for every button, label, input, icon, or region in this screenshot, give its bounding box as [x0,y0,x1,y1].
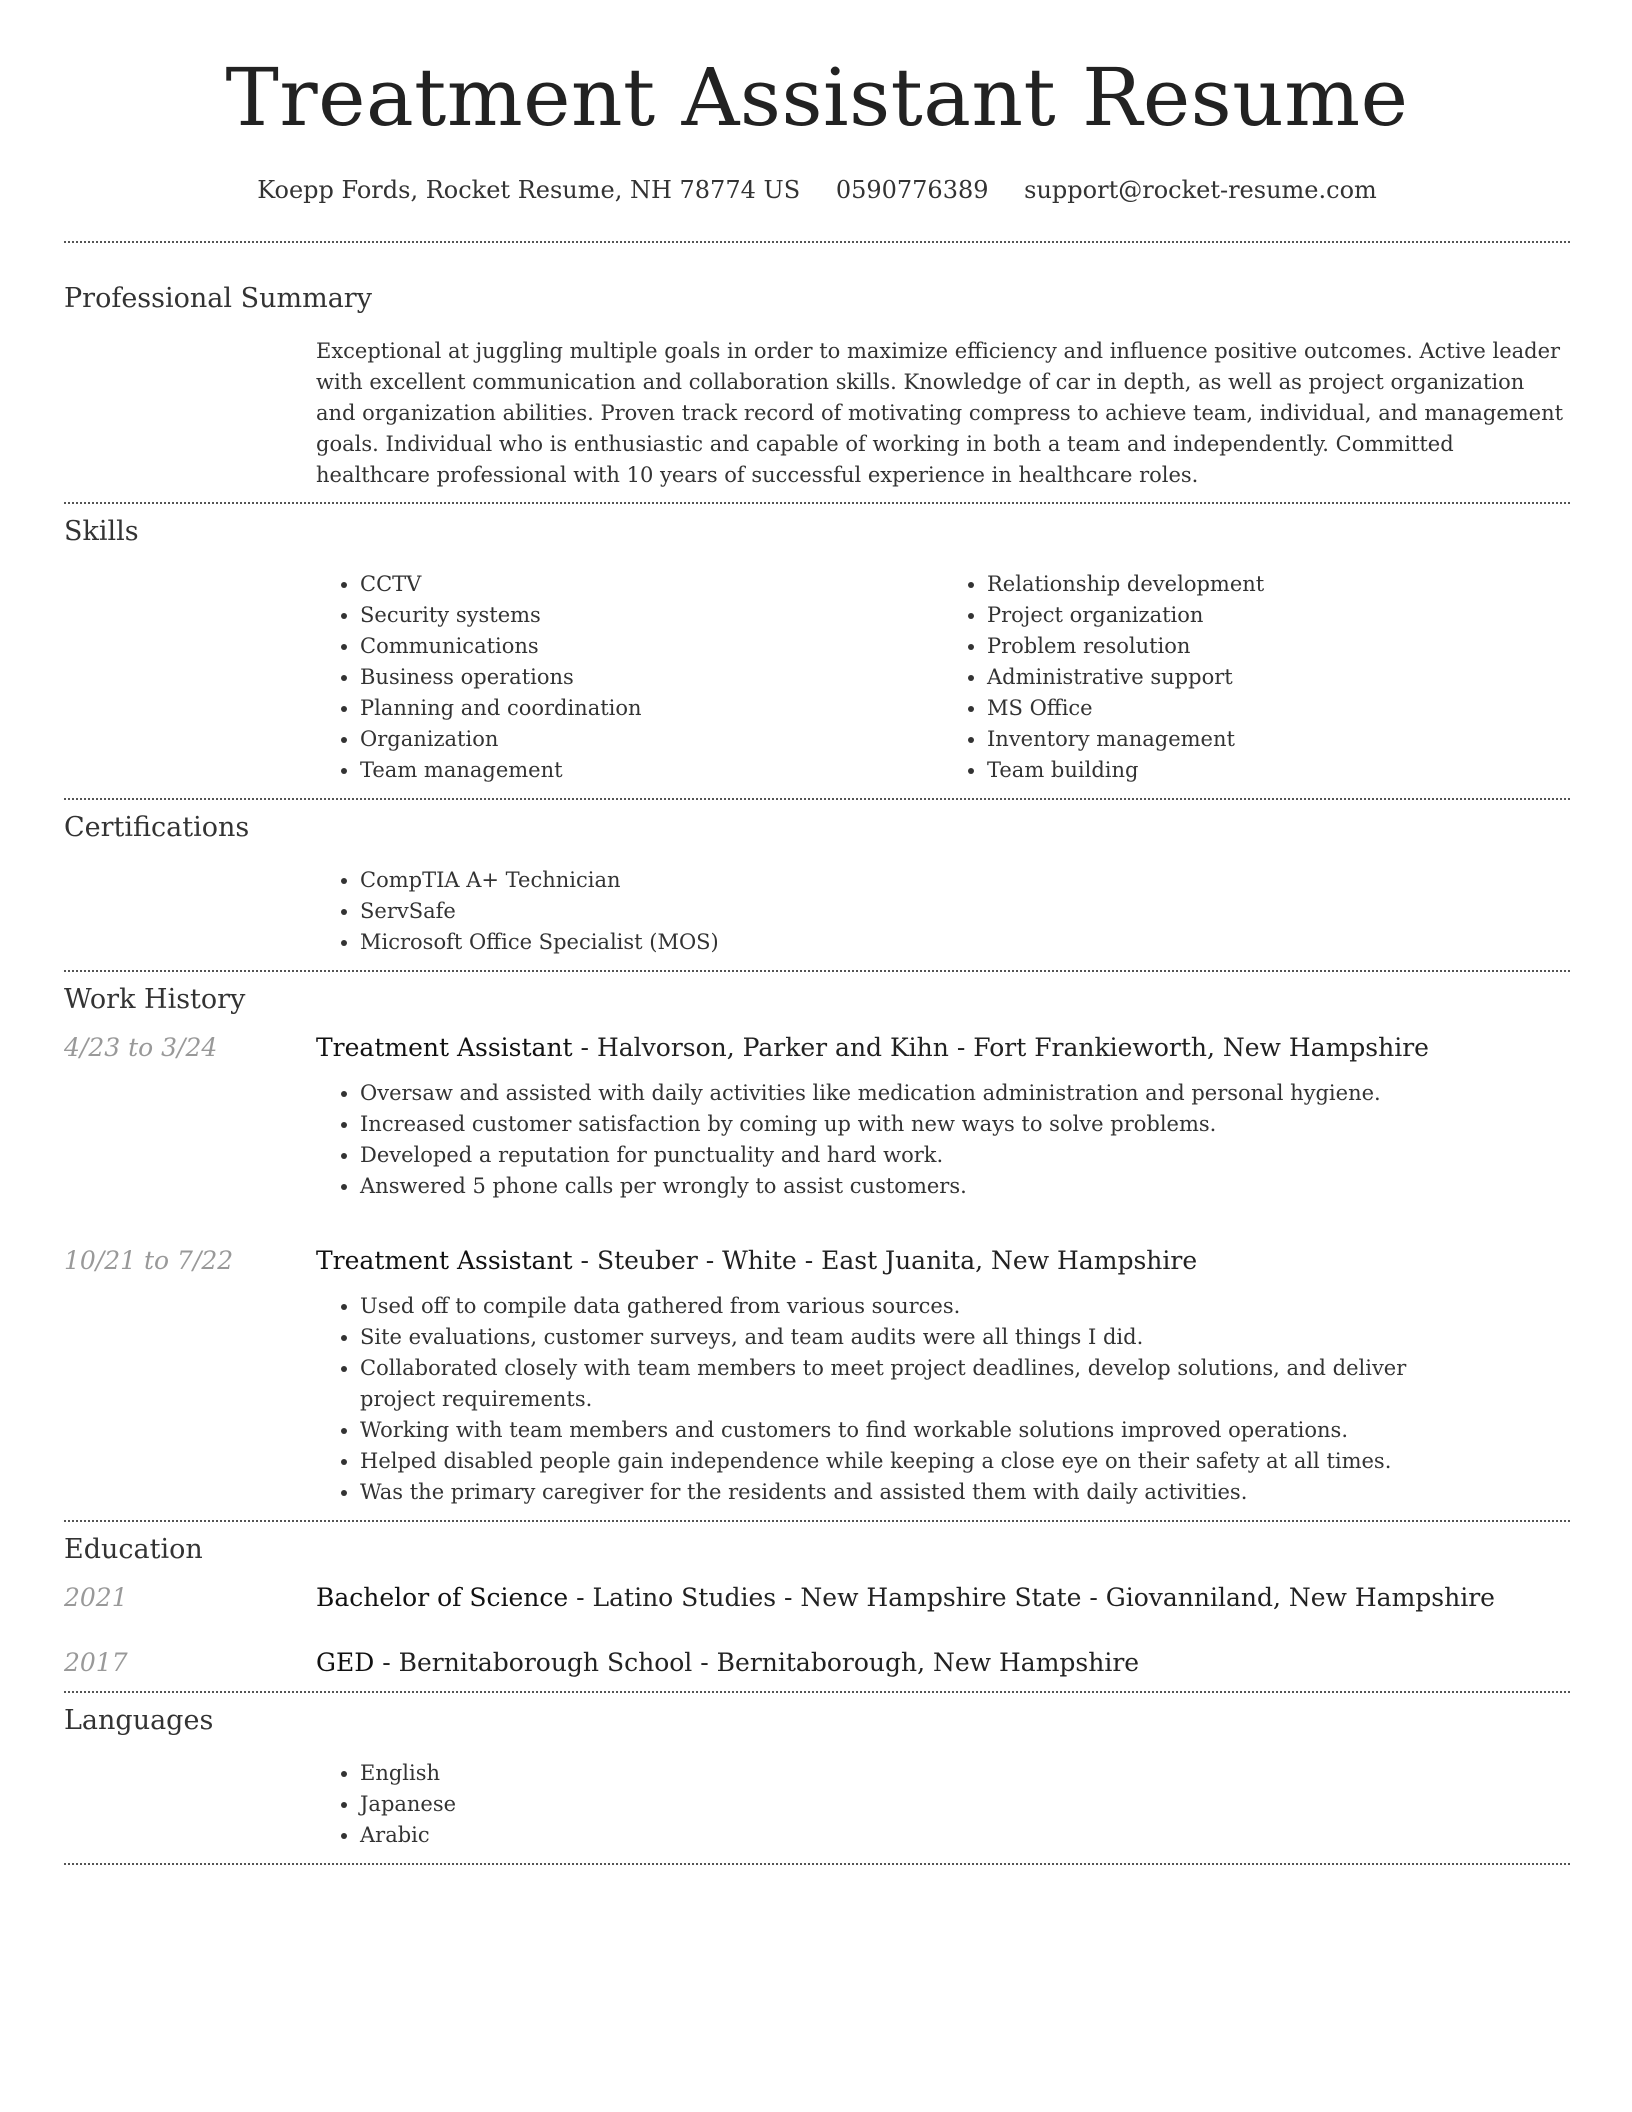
certifications-heading: Certifications [64,812,250,843]
list-item: • Organization [360,724,943,755]
list-item: • Project organization [987,600,1570,631]
list-item: • Problem resolution [987,631,1570,662]
skills-section [64,516,1570,786]
list-item: • Collaborated closely with team members to meet project deadlines, develop solutions, and deliver project requirements. [360,1353,1476,1415]
skills-heading: Skills [64,516,139,547]
list-item: • Answered 5 phone calls per wrongly to assist customers. [360,1171,1570,1202]
languages-list [316,1758,1570,1851]
education-school: - Latino Studies - New Hampshire State - Giovanniland, New Hampshire [568,1583,1495,1612]
job-bullets [316,1291,1476,1508]
divider [64,502,1570,504]
education-line [316,1648,1139,1677]
job-employer: - Steuber - White - East Juanita, New Hampshire [572,1246,1198,1275]
resume-page [64,0,1570,1865]
contact-line [64,176,1570,204]
list-item: • English [360,1758,1570,1789]
certifications-list [316,865,1570,958]
divider [64,1520,1570,1522]
job-title-line [316,1033,1429,1062]
resume-title: Treatment Assistant Resume [225,51,1409,144]
divider [64,970,1570,972]
summary-text: Exceptional at juggling multiple goals in order to maximize efficiency and influence positive outcomes. Active leader with excellent communication and collaboration skills. Knowledge of car in depth, as well as project organization and organization abilities. Proven track record of motivating compress to achieve team, individual, and management goals. Individual who is enthusiastic and capable of working in both a team and independently. Committed healthcare professional with 10 years of successful experience in healthcare roles. [316,339,1564,487]
list-item: • ServSafe [360,896,1570,927]
list-item: • Developed a reputation for punctuality and hard work. [360,1140,1570,1171]
list-item: • Oversaw and assisted with daily activities like medication administration and personal hygiene. [360,1078,1570,1109]
job-role: Treatment Assistant [316,1246,573,1275]
skills-right-column [943,569,1570,786]
job-entry [64,1033,1570,1062]
job-title-line [316,1246,1197,1275]
education-degree: Bachelor of Science [316,1583,569,1612]
job-bullets [316,1078,1570,1202]
list-item: • Arabic [360,1820,1570,1851]
list-item: • MS Office [987,693,1570,724]
job-role: Treatment Assistant [316,1033,573,1062]
job-entry [64,1246,1570,1275]
education-line [316,1583,1495,1612]
divider [64,1691,1570,1693]
education-school: - Bernitaborough School - Bernitaborough, New Hampshire [374,1648,1140,1677]
address: Koepp Fords, Rocket Resume, NH 78774 US [257,176,801,204]
list-item: • Japanese [360,1789,1570,1820]
list-item: • Planning and coordination [360,693,943,724]
education-year: 2017 [64,1648,128,1677]
job-dates: 10/21 to 7/22 [64,1246,234,1275]
education-heading: Education [64,1534,203,1565]
divider [64,1863,1570,1865]
certifications-section [64,812,1570,958]
education-year: 2021 [64,1583,128,1612]
education-entry [64,1648,1570,1677]
phone: 0590776389 [835,176,989,204]
education-entry [64,1583,1570,1612]
list-item: • Inventory management [987,724,1570,755]
list-item: • Helped disabled people gain independence while keeping a close eye on their safety at all times. [360,1446,1476,1477]
job-dates: 4/23 to 3/24 [64,1033,218,1062]
list-item: • CCTV [360,569,943,600]
list-item: • Communications [360,631,943,662]
list-item: • Used off to compile data gathered from various sources. [360,1291,1476,1322]
list-item: • Increased customer satisfaction by coming up with new ways to solve problems. [360,1109,1570,1140]
education-section [64,1534,1570,1677]
skills-list [316,569,1570,786]
list-item: • Working with team members and customers to find workable solutions improved operations. [360,1415,1476,1446]
list-item: • Security systems [360,600,943,631]
list-item: • Relationship development [987,569,1570,600]
summary-heading: Professional Summary [64,283,372,314]
list-item: • Site evaluations, customer surveys, and team audits were all things I did. [360,1322,1476,1353]
education-degree: GED [316,1648,375,1677]
job-employer: - Halvorson, Parker and Kihn - Fort Frankieworth, New Hampshire [572,1033,1429,1062]
list-item: • CompTIA A+ Technician [360,865,1570,896]
list-item: • Team building [987,755,1570,786]
list-item: • Microsoft Office Specialist (MOS) [360,927,1570,958]
skills-left-column [316,569,943,786]
work-section [64,984,1570,1508]
divider [64,798,1570,800]
email: support@rocket-resume.com [1024,176,1377,204]
summary-section [64,283,1570,491]
divider [64,241,1570,243]
languages-section [64,1705,1570,1851]
list-item: • Was the primary caregiver for the residents and assisted them with daily activities. [360,1477,1476,1508]
work-heading: Work History [64,984,246,1015]
list-item: • Team management [360,755,943,786]
languages-heading: Languages [64,1705,214,1736]
list-item: • Business operations [360,662,943,693]
list-item: • Administrative support [987,662,1570,693]
